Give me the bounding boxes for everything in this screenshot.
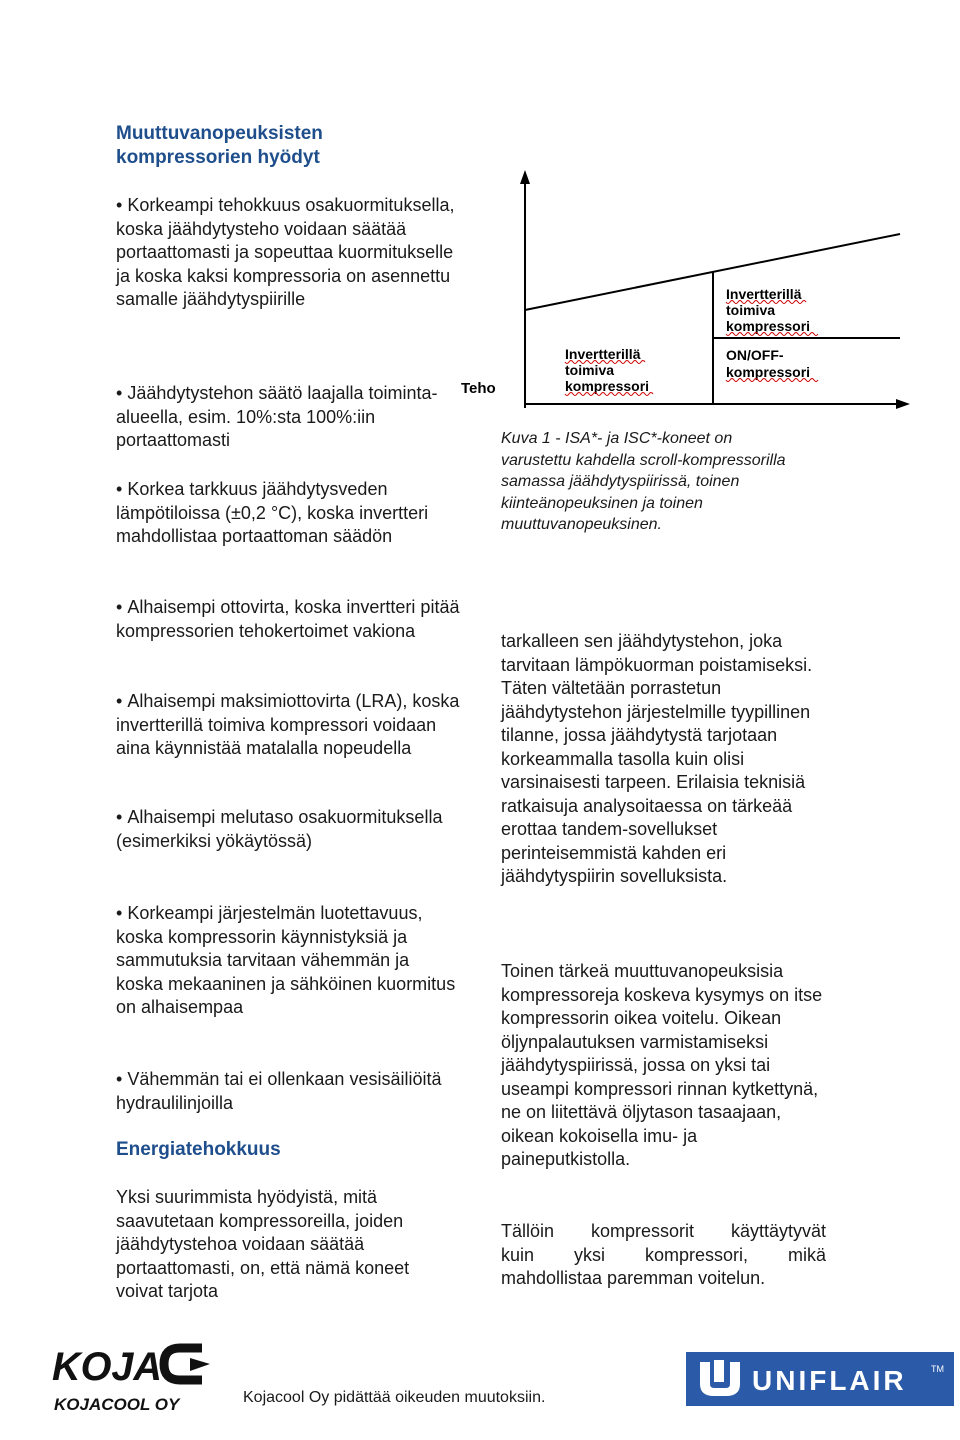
svg-text:toimiva: toimiva [565, 362, 615, 378]
benefit-item: • Alhaisempi melutaso osakuormituksella (esimerkiksi yökäytössä) [116, 806, 461, 853]
benefit-item: • Jäähdytystehon säätö laajalla toiminta-alueella, esim. 10%:sta 100%:iin portaattomasti [116, 382, 461, 453]
spellcheck-underline [726, 333, 818, 336]
benefit-item: • Korkeampi järjestelmän luotettavuus, koska kompressorin käynnistyksiä ja sammutuksia tarvitaan vähemmän ja koska mekaaninen ja sähköinen kuormitus on alhaisempaa [116, 902, 461, 1020]
figure-caption: Kuva 1 - ISA*- ja ISC*-koneet on varustettu kahdella scroll-kompressorilla samassa jäähdytyspiirissä, toinen kiinteänopeuksinen ja toinen muuttuvanopeuksinen. [501, 430, 786, 534]
label-onoff [726, 347, 810, 380]
paragraph [501, 1220, 826, 1291]
label-inverter-right [726, 286, 810, 334]
paragraph: Toinen tärkeä muuttuvanopeuksisia kompressoreja koskeva kysymys on itse kompressorin oikea voitelu. Oikean öljynpalautuksen varmistamiseksi jäähdytyspiirissä, jossa on yksi tai useampi kompressori rinnan kytkettynä, ne on liitettävä öljytason tasaajaan, oikean kokoisella imu- ja paineputkistolla. [501, 961, 823, 1169]
svg-text:toimiva: toimiva [726, 302, 776, 318]
energy-paragraph: Yksi suurimmista hyödyistä, mitä saavutetaan kompressoreilla, joiden jäähdytystehoa voidaan säätää portaattomasti, on, että nämä koneet voivat tarjota [116, 1187, 410, 1301]
paragraph: tarkalleen sen jäähdytystehon, joka tarvitaan lämpökuorman poistamiseksi. Täten vältetään porrastetun jäähdytystehon järjestelmille tyypillinen tilanne, jossa jäähdytystä tarjotaan korkeammalla tasolla kuin olisi varsinaisesti tarpeen. Erilaisia teknisiä ratkaisuja analysoitaessa on tärkeää erottaa tandem-sovellukset perinteisemmistä kahden eri jäähdytyspiirin sovelluksista. [501, 631, 813, 886]
svg-text:ON/OFF-: ON/OFF- [726, 347, 784, 363]
label-inverter-left [565, 346, 649, 394]
kojacool-name: KOJACOOL OY [54, 1395, 180, 1414]
axis-label-teho: Teho [461, 380, 496, 397]
last-line: mahdollistaa paremman voitelun. [501, 1268, 766, 1288]
svg-text:kompressori: kompressori [726, 364, 811, 380]
svg-text:Invertterillä: Invertterillä [565, 346, 641, 362]
koja-c-arrow-icon [164, 1348, 210, 1380]
svg-text:Invertterillä: Invertterillä [726, 286, 802, 302]
y-axis-arrow-icon [520, 170, 530, 184]
benefit-item: • Vähemmän tai ei ollenkaan vesisäiliöitä hydraulilinjoilla [116, 1068, 461, 1115]
power-diagram [455, 160, 925, 420]
uniflair-logo [686, 1352, 954, 1406]
svg-text:kompressori: kompressori [726, 318, 811, 334]
section-heading-benefits: Muuttuvanopeuksisten kompressorien hyödyt [116, 123, 323, 168]
uniflair-wordmark: UNIFLAIR [752, 1365, 907, 1396]
footer-disclaimer: Kojacool Oy pidättää oikeuden muutoksiin. [243, 1389, 546, 1406]
koja-wordmark: KOJA [52, 1345, 162, 1389]
x-axis-arrow-icon [896, 399, 910, 409]
spellcheck-underline [726, 379, 818, 382]
trademark-mark: TM [931, 1364, 944, 1374]
justified-line: Tällöin kompressorit käyttäytyvät [501, 1221, 826, 1241]
benefit-item: • Korkea tarkkuus jäähdytysveden lämpötiloissa (±0,2 °C), koska invertteri mahdollistaa portaattoman säädön [116, 478, 461, 549]
benefit-item: • Alhaisempi maksimiottovirta (LRA), koska invertterillä toimiva kompressori voidaan aina käynnistää matalalla nopeudella [116, 690, 461, 761]
svg-text:kompressori: kompressori [565, 378, 650, 394]
benefit-item: • Korkeampi tehokkuus osakuormituksella, koska jäähdytysteho voidaan säätää portaattomasti ja sopeuttaa kuormitukselle ja koska kaksi kompressoria on asennettu samalle jäähdytyspiirille [116, 194, 461, 312]
uniflair-u-icon [700, 1360, 740, 1396]
section-heading-energy: Energiatehokkuus [116, 1139, 281, 1160]
benefit-item: • Alhaisempi ottovirta, koska invertteri pitää kompressorien tehokertoimet vakiona [116, 596, 461, 643]
justified-line: kuin yksi kompressori, mikä [501, 1244, 826, 1265]
kojacool-logo [52, 1338, 222, 1418]
